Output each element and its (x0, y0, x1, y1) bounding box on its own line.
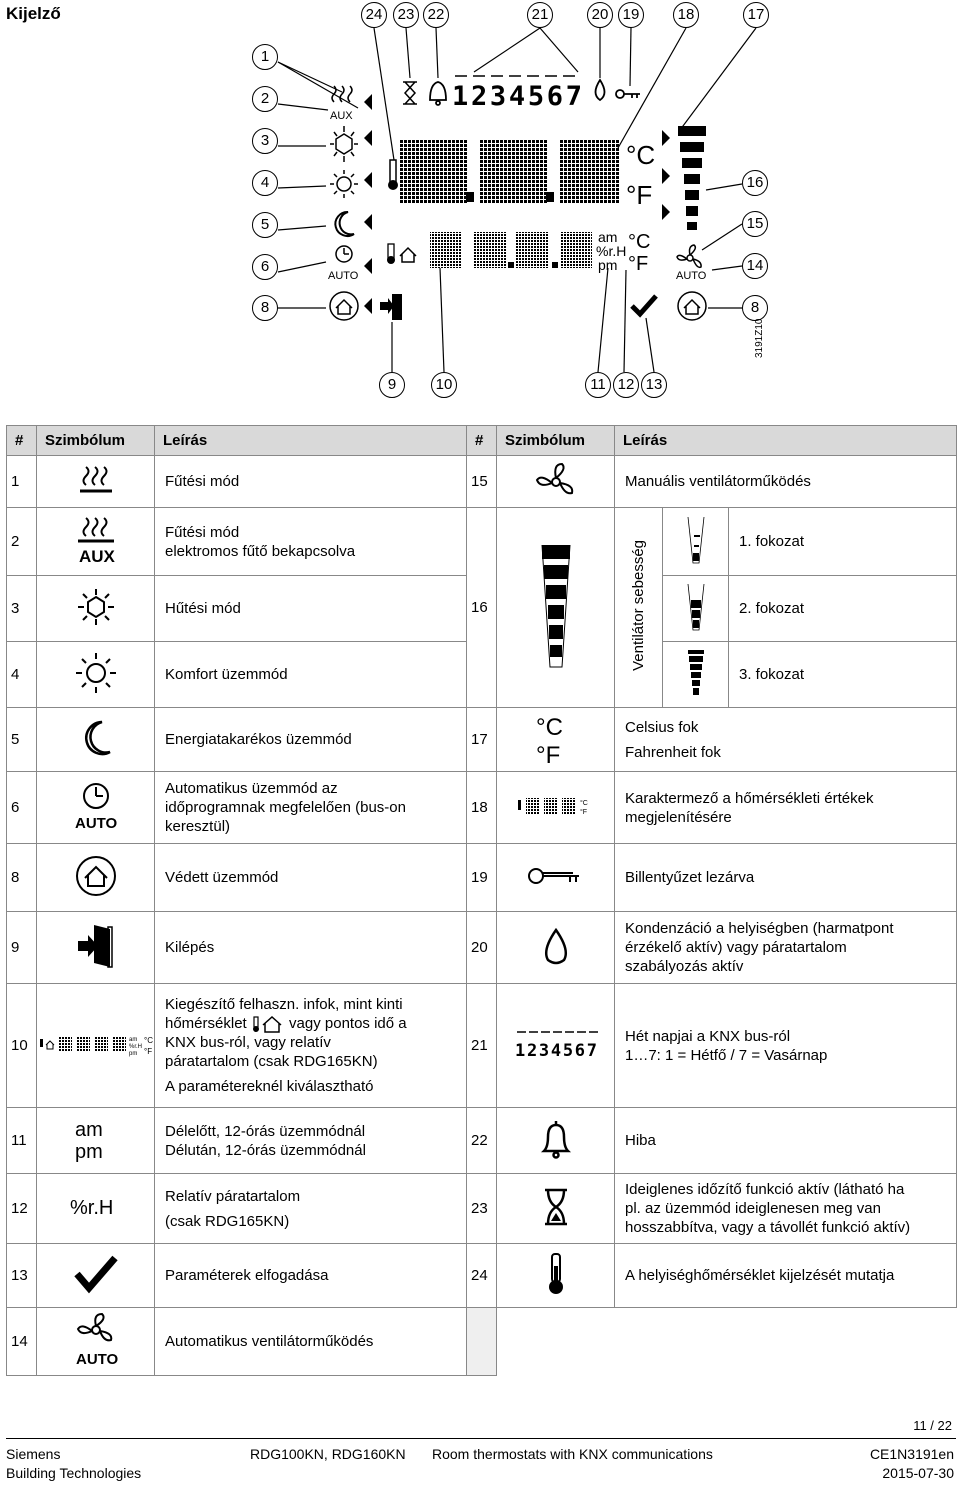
key-icon (526, 864, 586, 888)
svg-text:%r.H: %r.H (69, 1196, 113, 1219)
svg-text:am: am (74, 1118, 103, 1141)
callout-8-right: 8 (742, 295, 768, 321)
footer-divider (6, 1438, 956, 1439)
svg-text:AUTO: AUTO (74, 814, 117, 832)
svg-text:%r.H: %r.H (128, 1043, 142, 1050)
svg-text:pm: pm (128, 1050, 137, 1057)
thermometer-house-icon (251, 1015, 285, 1033)
table-row: 14 AUTO Automatikus ventilátorműködés (7, 1308, 957, 1376)
svg-text:°C: °C (535, 713, 563, 741)
comfort-icon (74, 651, 118, 695)
svg-text:°F: °F (535, 741, 560, 765)
table-row: 8 Védett üzemmód 19 Billentyűzet lezárva (7, 844, 957, 912)
figure-code: 3191Z10 (754, 318, 765, 358)
weekdays-icon (511, 1024, 601, 1064)
svg-text:°C: °C (143, 1035, 153, 1045)
table-row: 11 am pm Délelőtt, 12-órás üzemmódnál Délután, 12-órás üzemmódnál 22 Hiba (7, 1108, 957, 1174)
col-header-symbol-2: Szimbólum (497, 426, 615, 456)
fan-level-2-icon (684, 582, 708, 632)
fan-speed-bars-icon (536, 541, 576, 671)
fan-speed-label: Ventilátor sebesség (630, 540, 647, 671)
am-pm-icon (71, 1116, 121, 1162)
callout-21: 21 (527, 2, 553, 28)
lcd-diagram-graphics (0, 0, 960, 420)
svg-text:°F: °F (628, 253, 649, 275)
footer-product: RDG100KN, RDG160KN (250, 1446, 406, 1462)
heating-icon (76, 463, 116, 497)
character-field-icon (516, 794, 596, 818)
svg-text:AUX: AUX (330, 110, 353, 122)
footer-doc-title: Room thermostats with KNX communications (432, 1446, 713, 1462)
callout-17: 17 (743, 2, 769, 28)
table-row: 10 am %r.H pm °C °F Kiegészítő felhaszn. infok, mint kinti hőmérséklet vagy pontos idő a KNX bus-ról, vagy relatív páratartalom (csak RDG165KN) A paramétereknél kiválasztható 21 1234567 Hét napjai a KNX bus-ról 1…7: 1 = Hétfő / 7 = Vasárnap (7, 984, 957, 1108)
table-row: 12 %r.H Relatív páratartalom (csak RDG165KN) 23 Ideiglenes időzítő funkció aktív (látható ha pl. az üzemmód ideiglenesen meg van hosszabbítva, vagy a távollét funkció aktív) (7, 1174, 957, 1244)
svg-text:pm: pm (598, 257, 618, 273)
table-row: 9 Kilépés 20 Kondenzáció a helyiségben (harmatpont érzékelő aktív) vagy páratartalom szabályozás aktív (7, 912, 957, 984)
table-row: 13 Paraméterek elfogadása 24 A helyiséghőmérséklet kijelzését mutatja (7, 1244, 957, 1308)
callout-4: 4 (252, 170, 278, 196)
callout-16: 16 (742, 170, 768, 196)
svg-text:°C: °C (579, 799, 588, 807)
svg-text:AUTO: AUTO (328, 270, 359, 282)
bell-icon (538, 1119, 574, 1159)
footer-doc-id: CE1N3191en (869, 1446, 954, 1462)
svg-text:1234567: 1234567 (514, 1040, 597, 1061)
svg-text:AUTO: AUTO (75, 1350, 118, 1368)
table-row: 5 Energiatakarékos üzemmód 17 °C °F Celsius fok Fahrenheit fok (7, 708, 957, 772)
auto-timer-icon (71, 780, 121, 832)
callout-14: 14 (742, 253, 768, 279)
footer-date: 2015-07-30 (882, 1465, 954, 1481)
callout-3: 3 (252, 128, 278, 154)
callout-1: 1 (252, 44, 278, 70)
col-header-symbol: Szimbólum (37, 426, 155, 456)
svg-text:°C: °C (626, 140, 656, 170)
fan-icon (531, 460, 581, 500)
callout-10: 10 (431, 372, 457, 398)
callout-6: 6 (252, 254, 278, 280)
callout-2: 2 (252, 86, 278, 112)
svg-text:AUTO: AUTO (676, 270, 707, 282)
callout-22: 22 (423, 2, 449, 28)
table-row: 2 AUX Fűtési mód elektromos fűtő bekapcsolva 16 Ventilátor sebesség 1. fokozat (7, 508, 957, 576)
relative-humidity-icon (66, 1192, 126, 1222)
svg-text:°C: °C (628, 231, 651, 253)
lcd-diagram (0, 0, 960, 420)
callout-5: 5 (252, 212, 278, 238)
symbol-table (6, 425, 957, 1376)
check-icon (71, 1254, 121, 1294)
table-row: 3 Hűtési mód 2. fokozat (7, 576, 957, 642)
svg-text:°F: °F (143, 1046, 152, 1056)
svg-text:am: am (598, 229, 618, 245)
svg-text:°F: °F (579, 808, 587, 816)
exit-icon (74, 921, 118, 971)
table-row: 4 Komfort üzemmód 3. fokozat (7, 642, 957, 708)
svg-text:1234567: 1234567 (452, 81, 582, 112)
svg-text:°F: °F (626, 180, 653, 210)
table-row: 6 AUTO Automatikus üzemmód az időprogramnak megfelelően (bus-on keresztül) 18 °C °F Karaktermező a hőmérsékleti értékek megjelenítésére (7, 772, 957, 844)
thermometer-icon (544, 1252, 568, 1296)
celsius-fahrenheit-icon (534, 711, 578, 765)
callout-20: 20 (587, 2, 613, 28)
drop-icon (541, 926, 571, 966)
footer-division: Building Technologies (6, 1465, 142, 1481)
callout-11: 11 (585, 372, 611, 398)
callout-9: 9 (379, 372, 405, 398)
svg-text:am: am (128, 1036, 137, 1043)
aux-heating-icon (74, 514, 118, 566)
fan-auto-icon (70, 1312, 122, 1368)
svg-text:pm: pm (74, 1140, 103, 1162)
callout-12: 12 (613, 372, 639, 398)
col-header-num: # (7, 426, 37, 456)
footer-company: Siemens (6, 1446, 61, 1462)
col-header-desc-2: Leírás (615, 426, 957, 456)
callout-13: 13 (641, 372, 667, 398)
callout-15: 15 (742, 211, 768, 237)
callout-23: 23 (393, 2, 419, 28)
svg-text:AUX: AUX (78, 546, 115, 566)
economy-icon (76, 718, 116, 758)
svg-text:%r.H: %r.H (596, 243, 627, 259)
callout-18: 18 (673, 2, 699, 28)
callout-24: 24 (361, 2, 387, 28)
col-header-desc: Leírás (155, 426, 467, 456)
callout-8-left: 8 (252, 295, 278, 321)
page-number: 11 / 22 (913, 1418, 952, 1433)
cooling-icon (74, 587, 118, 627)
fan-level-3-icon (684, 648, 708, 698)
protection-icon (74, 854, 118, 898)
section-title: Kijelző (6, 4, 61, 23)
callout-19: 19 (618, 2, 644, 28)
fan-level-1-icon (684, 515, 708, 565)
extra-info-field-icon (38, 1031, 154, 1057)
hourglass-icon (541, 1187, 571, 1227)
col-header-num-2: # (467, 426, 497, 456)
table-row: 1 Fűtési mód 15 Manuális ventilátorműködés (7, 456, 957, 508)
